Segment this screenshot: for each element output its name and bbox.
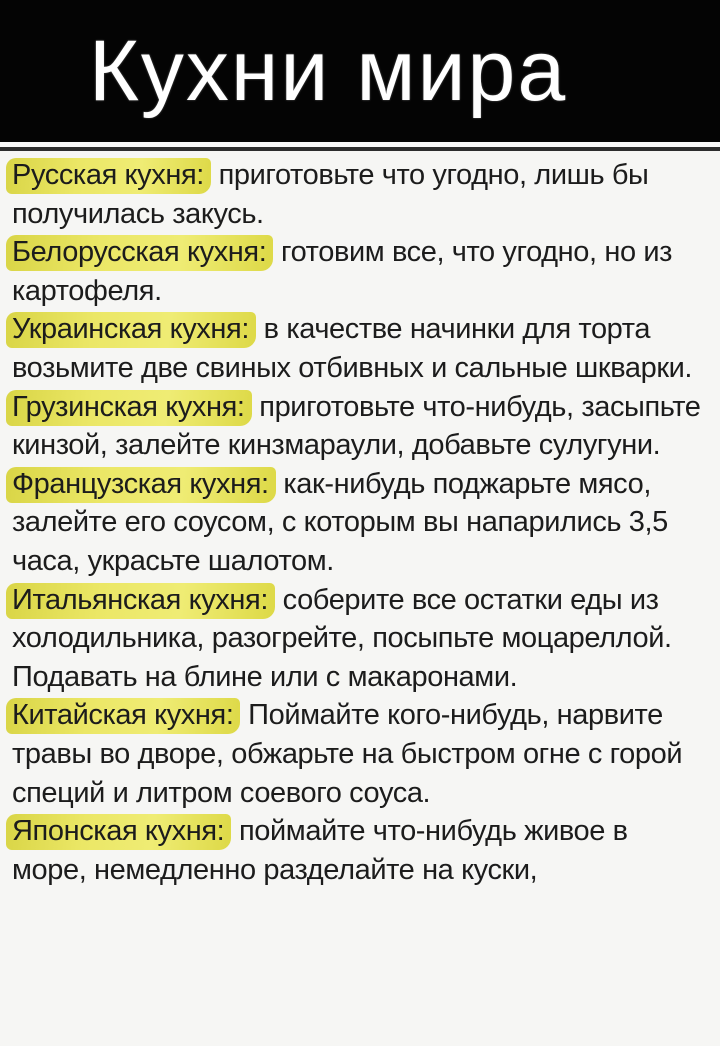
joke-list: [0, 151, 720, 889]
cuisine-name-highlight: Украинская кухня:: [6, 312, 256, 348]
cuisine-name-highlight: Японская кухня:: [6, 814, 231, 850]
entry-georgian: [12, 388, 706, 465]
cuisine-name-highlight: Русская кухня:: [6, 158, 211, 194]
entry-french: [12, 465, 706, 581]
entry-chinese: [12, 696, 706, 812]
cuisine-text: в качестве начинки для торта возьмите две свиных отбивных и сальные шкварки.: [12, 313, 693, 384]
cuisine-text: соберите все остатки еды из холодильника, разогрейте, посыпьте моцареллой. Подавать на блине или с макаронами.: [12, 583, 672, 693]
entry-russian: [12, 156, 706, 233]
cuisine-text: Поймайте кого-нибудь, нарвите травы во дворе, обжарьте на быстром огне с горой специй и литром соевого соуса.: [12, 699, 683, 809]
cuisine-name-highlight: Французская кухня:: [6, 467, 276, 503]
page-title: Кухни мира: [88, 22, 568, 119]
entry-japanese: [12, 812, 706, 889]
cuisine-name-highlight: Китайская кухня:: [6, 698, 240, 734]
cuisine-name-highlight: Грузинская кухня:: [6, 390, 252, 426]
entry-ukrainian: [12, 310, 706, 387]
cuisine-text: приготовьте что-нибудь, засыпьте кинзой, залейте кинзмараули, добавьте сулугуни.: [12, 390, 701, 462]
cuisine-name-highlight: Итальянская кухня:: [6, 583, 275, 619]
cuisine-text: как-нибудь поджарьте мясо, залейте его соусом, с которым вы напарились 3,5 часа, украсьте шалотом.: [12, 467, 668, 577]
title-banner: [0, 0, 720, 142]
cuisine-text: поймайте что-нибудь живое в море, немедленно разделайте на куски,: [12, 815, 628, 886]
entry-italian: [12, 581, 706, 697]
cuisine-text: приготовьте что угодно, лишь бы получилась закусь.: [12, 159, 649, 230]
entry-belarusian: [12, 233, 706, 310]
cuisine-text: готовим все, что угодно, но из картофеля.: [12, 236, 673, 307]
cuisine-name-highlight: Белорусская кухня:: [6, 235, 273, 271]
